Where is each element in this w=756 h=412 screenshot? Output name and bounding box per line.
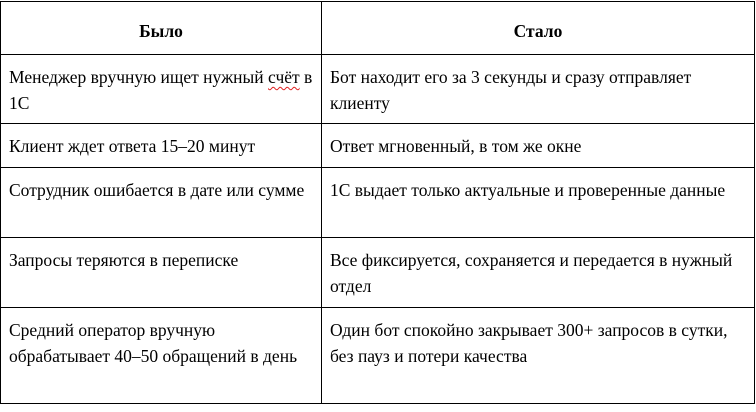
header-before: Было [1,2,322,55]
table-row [1,55,755,124]
cell-after: Ответ мгновенный, в том же окне [322,124,755,168]
cell-before [1,55,322,124]
misspelled-word[interactable]: счёт [268,67,300,87]
cell-before: Средний оператор вручную обрабатывает 40–50 обращений в день [1,308,322,404]
table-row [1,238,755,308]
comparison-table [0,1,755,404]
cell-before: Сотрудник ошибается в дате или сумме [1,168,322,238]
cell-before-text-end: в 1С [9,67,313,113]
cell-after: Один бот спокойно закрывает 300+ запросов в сутки, без пауз и потери качества [322,308,755,404]
cell-before-text: Менеджер вручную ищет нужный [9,67,269,87]
cell-before: Запросы теряются в переписке [1,238,322,308]
cell-after: Все фиксируется, сохраняется и передается в нужный отдел [322,238,755,308]
cell-after: 1С выдает только актуальные и проверенные данные [322,168,755,238]
cell-after: Бот находит его за 3 секунды и сразу отправляет клиенту [322,55,755,124]
header-after: Стало [322,2,755,55]
header-row [1,2,755,55]
cell-before: Клиент ждет ответа 15–20 минут [1,124,322,168]
table-row [1,124,755,168]
table-row [1,168,755,238]
table-row [1,308,755,404]
